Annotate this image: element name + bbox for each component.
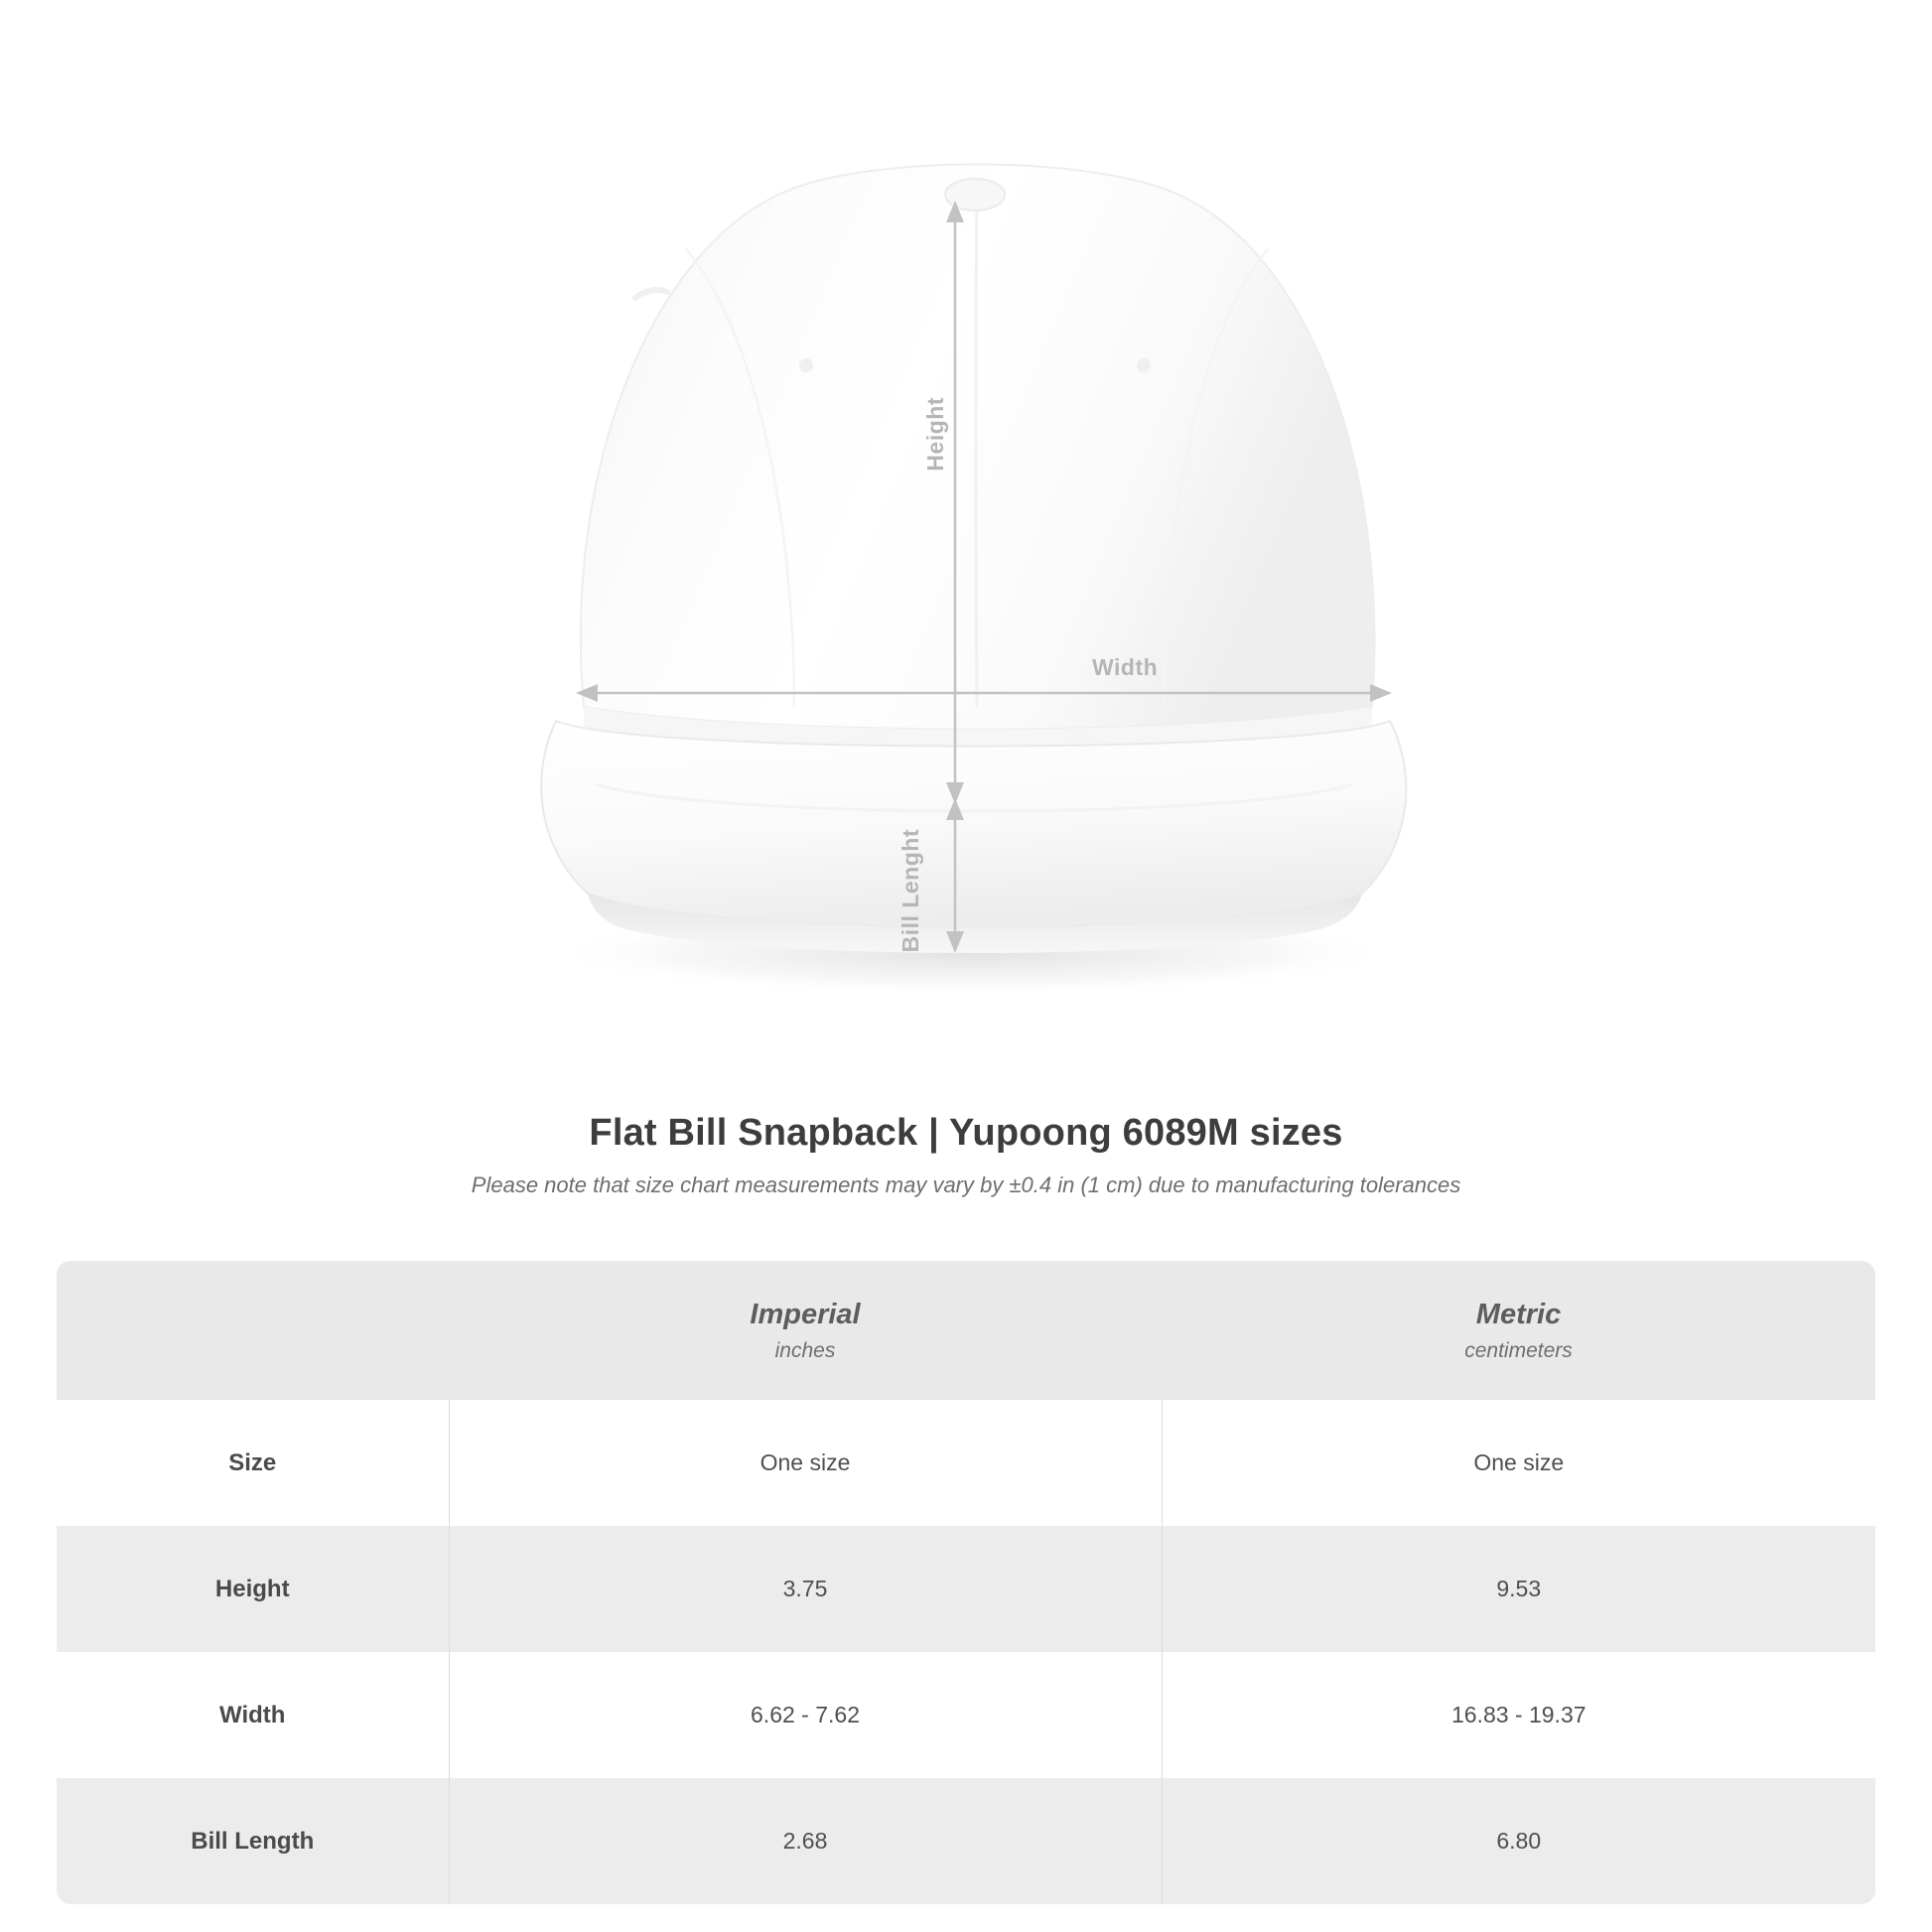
row-label-bill-length: Bill Length — [57, 1778, 449, 1904]
eyelet-right — [1137, 358, 1151, 372]
cell-bill-length-metric: 6.80 — [1162, 1778, 1875, 1904]
cap-bill — [541, 721, 1406, 928]
tolerance-note: Please note that size chart measurements may vary by ±0.4 in (1 cm) due to manufacturing tolerances — [471, 1173, 1461, 1197]
cell-size-imperial: One size — [449, 1400, 1162, 1526]
header-imperial — [449, 1261, 1162, 1400]
chart-heading-block — [0, 1112, 1932, 1198]
table-row — [57, 1652, 1875, 1778]
bill-length-measure-label: Bill Lenght — [897, 829, 923, 953]
imperial-label: Imperial — [750, 1298, 861, 1330]
width-measure-label: Width — [1092, 654, 1159, 680]
side-stitch — [635, 290, 667, 298]
table-row — [57, 1400, 1875, 1526]
row-label-width: Width — [219, 1701, 286, 1728]
cell-height-metric: 9.53 — [1162, 1526, 1875, 1652]
cell-bill-length-imperial: 2.68 — [449, 1778, 1162, 1904]
crown-seam — [976, 199, 977, 707]
height-measure-label: Height — [922, 397, 948, 472]
page-title: Flat Bill Snapback | Yupoong 6089M sizes — [589, 1112, 1343, 1154]
cell-width-imperial: 6.62 - 7.62 — [449, 1652, 1162, 1778]
header-empty-cell — [57, 1261, 449, 1400]
size-chart-table — [57, 1261, 1875, 1904]
table-row — [57, 1778, 1875, 1904]
metric-label: Metric — [1475, 1298, 1562, 1330]
row-label-size: Size — [228, 1449, 277, 1476]
metric-sublabel: centimeters — [1464, 1338, 1573, 1362]
imperial-sublabel: inches — [774, 1338, 836, 1362]
table-row — [57, 1526, 1875, 1652]
cell-width-metric: 16.83 - 19.37 — [1162, 1652, 1875, 1778]
cell-size-metric: One size — [1162, 1400, 1875, 1526]
row-label-height: Height — [57, 1526, 449, 1652]
header-metric — [1162, 1261, 1875, 1400]
cell-height-imperial: 3.75 — [449, 1526, 1162, 1652]
eyelet-left — [799, 358, 813, 372]
table-header-row — [57, 1261, 1875, 1400]
